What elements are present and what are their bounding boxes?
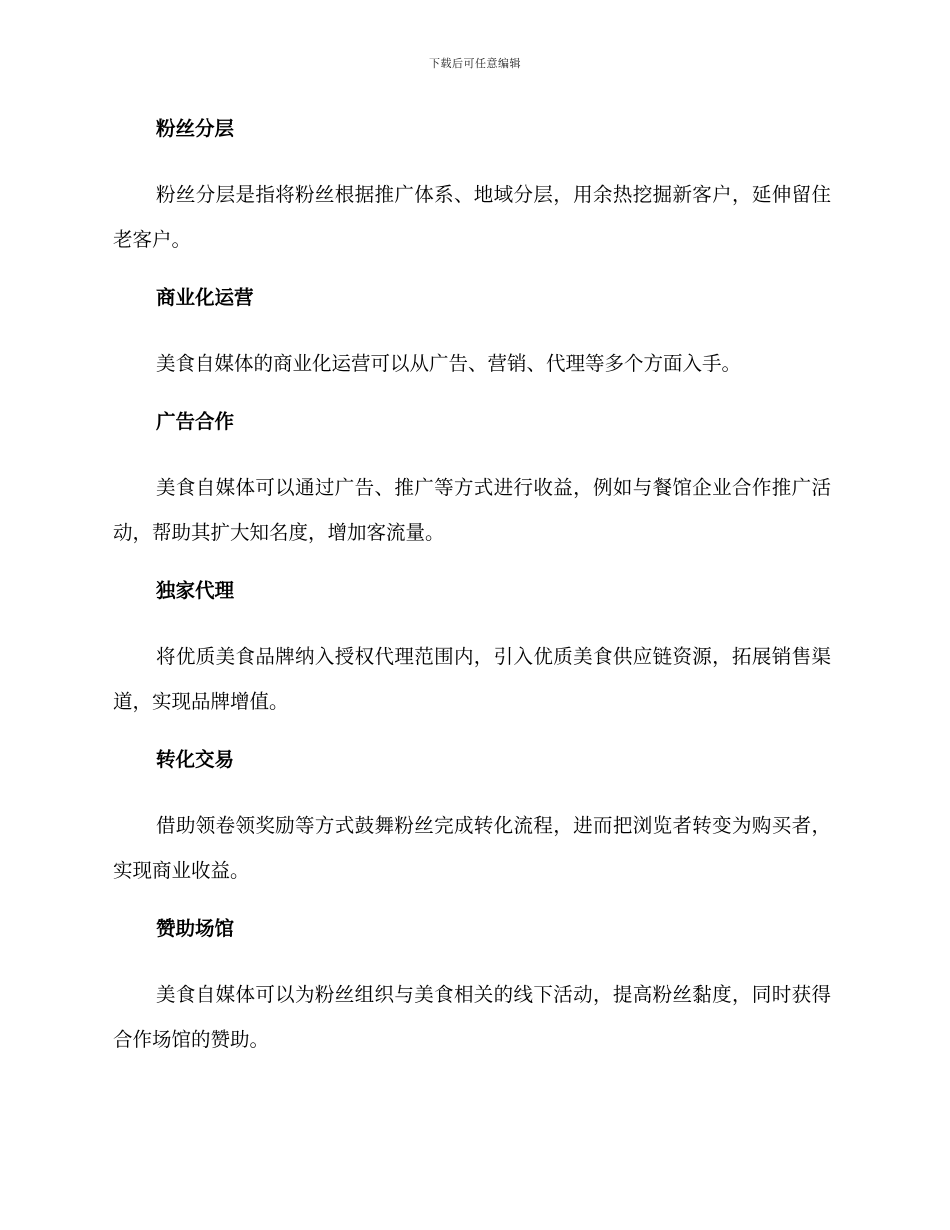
section-heading: 赞助场馆 — [156, 917, 235, 940]
section-heading: 独家代理 — [156, 579, 235, 602]
section-body: 粉丝分层是指将粉丝根据推广体系、地域分层，用余热挖掘新客户，延伸留住老客户。 — [113, 183, 831, 251]
section-heading: 转化交易 — [156, 748, 235, 771]
section-heading: 商业化运营 — [156, 286, 254, 309]
section-heading: 广告合作 — [156, 410, 235, 433]
document-content — [113, 114, 831, 1083]
header-note: 下载后可任意编辑 — [429, 57, 521, 70]
section-commercial-operation — [113, 283, 831, 386]
section-body: 借助领卷领奖励等方式鼓舞粉丝完成转化流程，进而把浏览者转变为购买者，实现商业收益。 — [113, 814, 831, 882]
section-ad-cooperation — [113, 407, 831, 555]
section-heading: 粉丝分层 — [156, 117, 235, 140]
section-body: 将优质美食品牌纳入授权代理范围内，引入优质美食供应链资源，拓展销售渠道，实现品牌增值。 — [113, 645, 831, 713]
section-body: 美食自媒体可以通过广告、推广等方式进行收益，例如与餐馆企业合作推广活动，帮助其扩大知名度，增加客流量。 — [113, 476, 831, 544]
section-venue-sponsorship — [113, 914, 831, 1062]
section-conversion-trading — [113, 745, 831, 893]
section-exclusive-agency — [113, 576, 831, 724]
section-fan-layering — [113, 114, 831, 262]
section-body: 美食自媒体的商业化运营可以从广告、营销、代理等多个方面入手。 — [156, 352, 742, 375]
section-body: 美食自媒体可以为粉丝组织与美食相关的线下活动，提高粉丝黏度，同时获得合作场馆的赞助。 — [113, 983, 831, 1051]
